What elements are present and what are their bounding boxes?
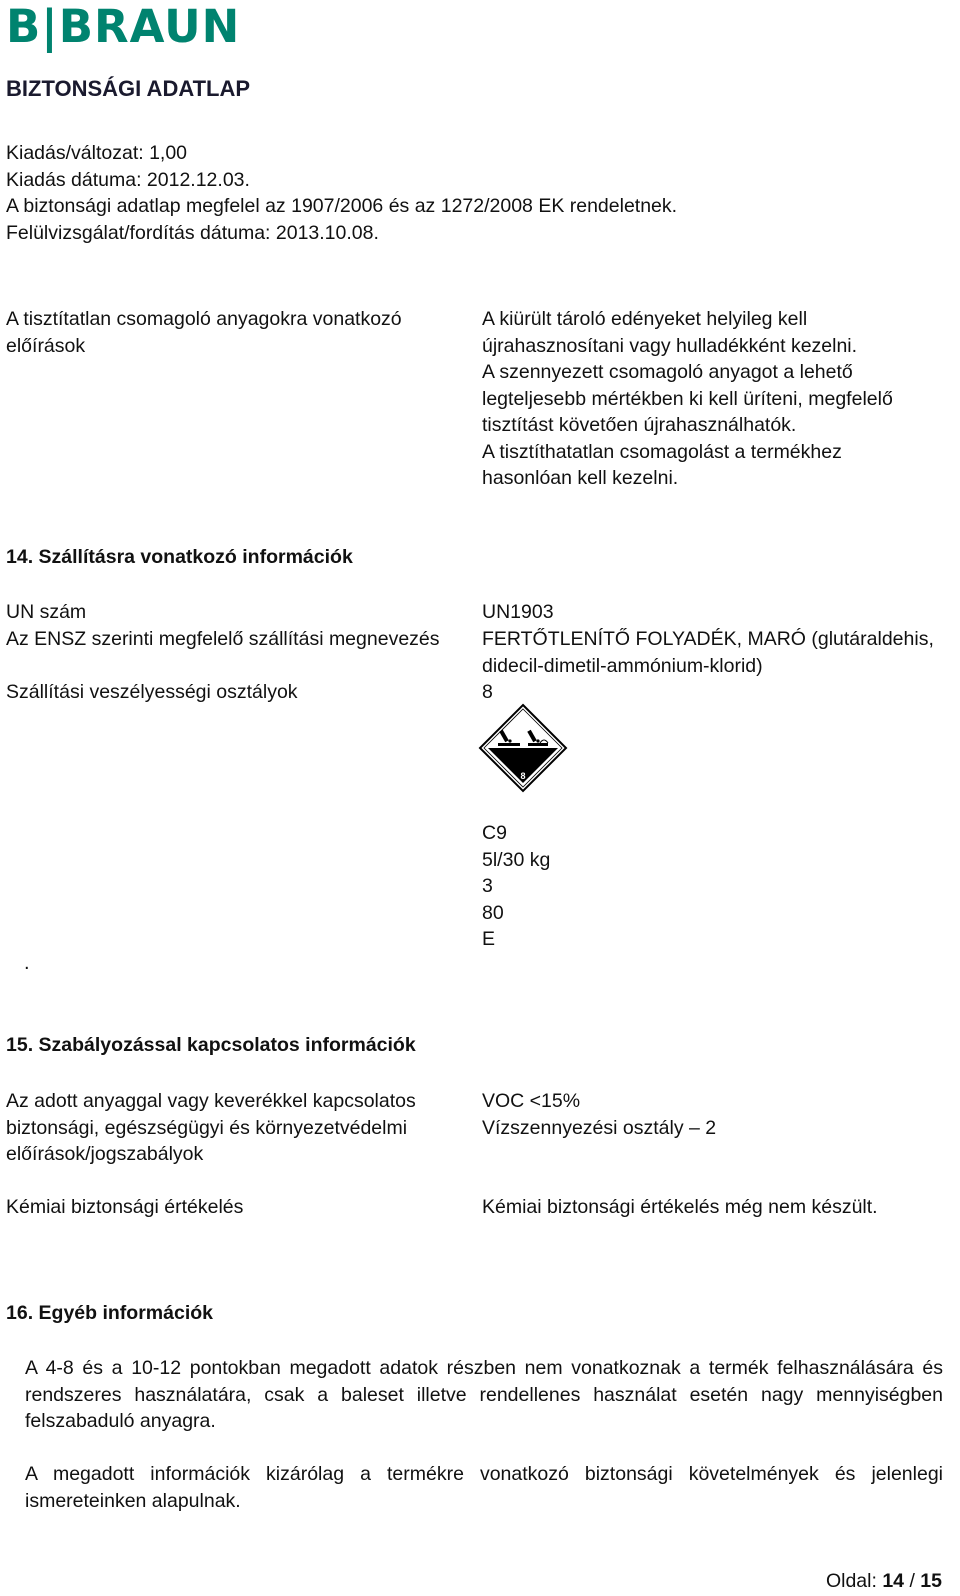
water-class-value: Vízszennyezési osztály – 2 <box>482 1116 717 1139</box>
shipping-name-line: FERTŐTLENÍTŐ FOLYADÉK, MARÓ (glutáraldehis, <box>482 628 934 650</box>
section-title: Szabályozással kapcsolatos információk <box>38 1034 416 1056</box>
regulation-value <box>482 1088 716 1141</box>
chem-safety-value: Kémiai biztonsági értékelés még nem készült. <box>482 1196 878 1218</box>
regulation-label-line: előírások/jogszabályok <box>6 1143 204 1165</box>
other-info-paragraph-2: A megadott információk kizárólag a termékre vonatkozó biztonsági követelmények és jelenlegi ismereteinken alapulnak. <box>25 1463 943 1512</box>
section-16-heading <box>6 1302 213 1325</box>
packaging-value-line: legteljesebb mértékben ki kell üríteni, megfelelő <box>482 387 893 410</box>
packaging-label <box>6 306 436 359</box>
regulation-label-line: biztonsági, egészségügyi és környezetvédelmi <box>6 1116 408 1139</box>
transport-extra-value: 5l/30 kg <box>482 848 551 871</box>
page-total: 15 <box>920 1570 942 1592</box>
shipping-name-line: didecil-dimetil-ammónium-klorid) <box>482 654 763 677</box>
corrosive-hazard-icon <box>478 703 568 793</box>
page-current: 14 <box>882 1570 905 1592</box>
packaging-label-line: előírások <box>6 334 86 357</box>
b-braun-logo: B|BRAUN <box>6 0 241 53</box>
section-title: Egyéb információk <box>38 1302 213 1324</box>
document-meta <box>6 140 677 246</box>
shipping-name-label: Az ENSZ szerinti megfelelő szállítási megnevezés <box>6 628 440 650</box>
section-title: Szállításra vonatkozó információk <box>38 546 353 568</box>
section-number: 14. <box>6 546 34 568</box>
compliance-line: A biztonsági adatlap megfelel az 1907/2006 és az 1272/2008 EK rendeletnek. <box>6 195 678 217</box>
hazard-class-value: 8 <box>482 681 493 703</box>
packaging-value-line: újrahasznosítani vagy hulladékként kezelni. <box>482 334 858 357</box>
transport-extra-value: E <box>482 928 496 950</box>
regulation-label <box>6 1088 460 1168</box>
transport-extra-values <box>482 820 550 953</box>
transport-extra-value: C9 <box>482 822 507 844</box>
regulation-label-line: Az adott anyaggal vagy keverékkel kapcsolatos <box>6 1090 416 1112</box>
section-number: 16. <box>6 1302 34 1324</box>
chem-safety-label: Kémiai biztonsági értékelés <box>6 1196 244 1218</box>
document-title: BIZTONSÁGI ADATLAP <box>6 76 251 101</box>
stray-dot: . <box>24 952 30 974</box>
packaging-value-line: A szennyezett csomagoló anyagot a lehető <box>482 361 853 383</box>
section-15-heading <box>6 1034 416 1057</box>
pictogram-class-number: 8 <box>520 771 526 781</box>
un-number-label: UN szám <box>6 601 87 623</box>
page-label: Oldal: <box>825 1570 877 1592</box>
review-date-line: Felülvizsgálat/fordítás dátuma: 2013.10.08. <box>6 221 379 244</box>
version-line: Kiadás/változat: 1,00 <box>6 142 188 164</box>
shipping-name-value <box>482 626 940 679</box>
packaging-value-line: A tisztíthatatlan csomagolást a termékhez <box>482 440 842 463</box>
packaging-label-line: A tisztítatlan csomagoló anyagokra vonatkozó <box>6 308 402 330</box>
section-14-heading <box>6 546 353 569</box>
un-number-value: UN1903 <box>482 601 554 623</box>
packaging-value-line: tisztítást követően újrahasználhatók. <box>482 414 797 436</box>
packaging-value <box>482 306 942 492</box>
page-number <box>826 1570 942 1593</box>
section-number: 15. <box>6 1034 34 1056</box>
packaging-value-line: A kiürült tároló edényeket helyileg kell <box>482 308 808 330</box>
packaging-value-line: hasonlóan kell kezelni. <box>482 467 679 489</box>
transport-extra-value: 3 <box>482 875 493 897</box>
hazard-class-label: Szállítási veszélyességi osztályok <box>6 681 298 703</box>
page-separator: / <box>909 1570 915 1592</box>
voc-value: VOC <15% <box>482 1090 581 1112</box>
other-info-paragraph-1: A 4-8 és a 10-12 pontokban megadott adatok részben nem vonatkoznak a termék felhasználására és rendszeres használatára, csak a baleset illetve rendellenes használat esetén nagy mennyiségben felszabaduló anyagra. <box>25 1357 943 1432</box>
corrosive-diamond-svg <box>478 703 568 793</box>
transport-extra-value: 80 <box>482 901 504 924</box>
issue-date-line: Kiadás dátuma: 2012.12.03. <box>6 168 250 191</box>
